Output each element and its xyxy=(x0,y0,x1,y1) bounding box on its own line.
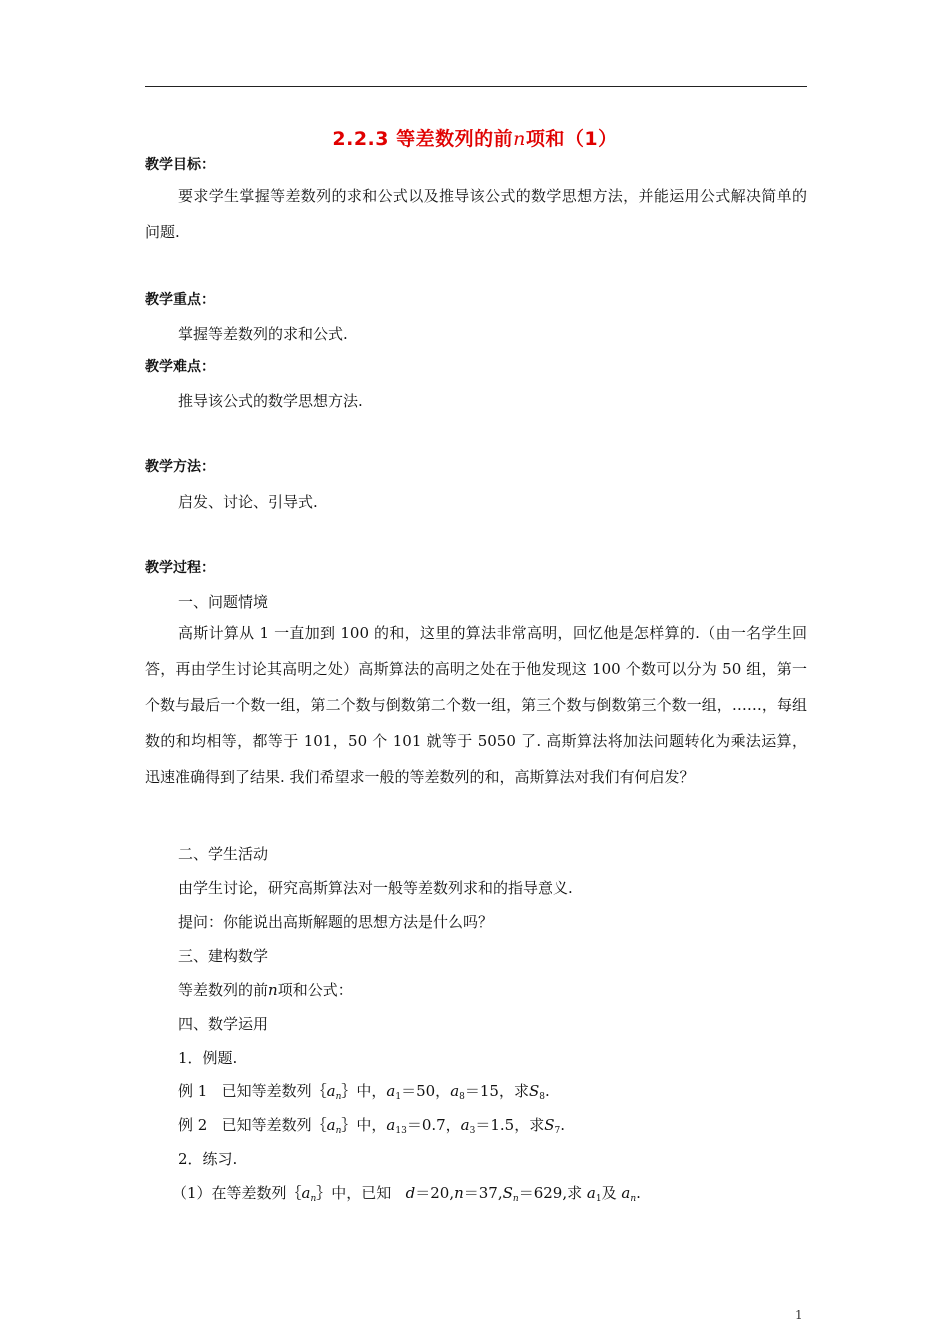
exercise1-end: . xyxy=(636,1184,641,1202)
method-heading: 教学方法： xyxy=(145,459,215,475)
example2-stem: 已知等差数列｛ xyxy=(221,1116,327,1134)
exercise1-an2-sub: n xyxy=(630,1194,637,1204)
section3-line xyxy=(178,979,353,1000)
section1-title: 一、问题情境 xyxy=(178,593,269,611)
exercise1-d: d xyxy=(405,1184,416,1202)
example1-c2-val: ＝15，求 xyxy=(464,1082,529,1100)
goal-text: 要求学生掌握等差数列的求和公式以及推导该公式的数学思想方法，并能运用公式解决简单的问题. xyxy=(145,187,807,241)
exercise1-and: 及 xyxy=(601,1184,617,1202)
key-point-text: 掌握等差数列的求和公式. xyxy=(178,325,348,343)
example1-an: a xyxy=(326,1082,336,1100)
example2-c2-sub: 3 xyxy=(469,1126,476,1136)
section2-line1: 由学生讨论，研究高斯算法对一般等差数列求和的指导意义. xyxy=(178,879,573,897)
exercise1-a1-sub: 1 xyxy=(595,1194,602,1204)
example1 xyxy=(178,1080,550,1102)
exercise1-s-sub: n xyxy=(512,1194,519,1204)
section4-title: 四、数学运用 xyxy=(178,1015,269,1033)
section3-var: n xyxy=(268,981,278,999)
example2-c1-sub: 13 xyxy=(395,1126,407,1136)
exercise1-n: n xyxy=(454,1184,464,1202)
exercise1-an2: a xyxy=(621,1184,631,1202)
example2-q: S xyxy=(544,1116,555,1134)
example1-c2: a xyxy=(450,1082,460,1100)
page-number: 1 xyxy=(795,1308,803,1322)
exercise1-n-val: ＝37, xyxy=(463,1184,503,1202)
example2-c2: a xyxy=(460,1116,470,1134)
header-rule xyxy=(145,86,807,87)
example1-q-sub: 8 xyxy=(539,1092,545,1102)
exercise1-s: S xyxy=(502,1184,513,1202)
example1-an-sub: n xyxy=(335,1092,342,1102)
exercise1-label: （1）在等差数列｛ xyxy=(172,1184,302,1202)
difficulty-text: 推导该公式的数学思想方法. xyxy=(178,392,363,410)
exercise1-close: ｝中，已知 xyxy=(316,1184,392,1202)
example1-label: 例 1 xyxy=(178,1082,208,1100)
example1-c1: a xyxy=(386,1082,396,1100)
example2-an-sub: n xyxy=(335,1126,342,1136)
example1-c2-sub: 8 xyxy=(459,1092,465,1102)
example1-end: . xyxy=(544,1082,550,1100)
title-suffix: 项和（1） xyxy=(525,128,618,150)
key-point-heading: 教学重点： xyxy=(145,292,215,308)
example1-stem: 已知等差数列｛ xyxy=(221,1082,327,1100)
exercise1-a1: a xyxy=(586,1184,596,1202)
goal-heading: 教学目标： xyxy=(145,157,215,173)
example2-an: a xyxy=(326,1116,336,1134)
section1-text: 高斯计算从 1 一直加到 100 的和，这里的算法非常高明，回忆他是怎样算的.（由一名学生回答，再由学生讨论其高明之处）高斯算法的高明之处在于他发现这 100 个数可以分为 50 组，第一个数与最后一个数一组，第二个数与倒数第二个数一组，第三个数与倒数第三个数一组，……，每组数的和均相等，都等于 101，50 个 101 就等于 5050 了. 高斯算法将加法问题转化为乘法运算，迅速准确得到了结果. 我们希望求一般的等差数列的和，高斯算法对我们有何启发？ xyxy=(145,624,807,786)
exercise1 xyxy=(172,1182,641,1204)
example1-close: ｝中， xyxy=(341,1082,387,1100)
title-variable: n xyxy=(513,128,526,150)
section2-line2: 提问：你能说出高斯解题的思想方法是什么吗？ xyxy=(178,913,494,931)
example2-c2-val: ＝1.5，求 xyxy=(475,1116,545,1134)
example2-end: . xyxy=(560,1116,566,1134)
example2-q-sub: 7 xyxy=(554,1126,561,1136)
section3-title: 三、建构数学 xyxy=(178,947,269,965)
example1-c1-sub: 1 xyxy=(395,1092,402,1102)
exercise1-d-val: ＝20, xyxy=(415,1184,455,1202)
title-prefix: 2.2.3 等差数列的前 xyxy=(332,128,514,150)
exercise1-an: a xyxy=(301,1184,311,1202)
method-text: 启发、讨论、引导式. xyxy=(178,493,318,511)
item2-label: 2．练习. xyxy=(178,1150,238,1168)
example2-close: ｝中， xyxy=(341,1116,387,1134)
example2-c1: a xyxy=(386,1116,396,1134)
example1-c1-val: ＝50， xyxy=(401,1082,451,1100)
example2-label: 例 2 xyxy=(178,1116,208,1134)
page-title xyxy=(0,124,950,151)
section3-post: 项和公式： xyxy=(277,981,353,999)
exercise1-an-sub: n xyxy=(310,1194,317,1204)
section3-pre: 等差数列的前 xyxy=(178,981,269,999)
example2 xyxy=(178,1114,565,1136)
process-heading: 教学过程： xyxy=(145,560,215,576)
difficulty-heading: 教学难点： xyxy=(145,359,215,375)
item1-label: 1．例题. xyxy=(178,1049,238,1067)
example2-c1-val: ＝0.7， xyxy=(406,1116,461,1134)
section2-title: 二、学生活动 xyxy=(178,845,269,863)
example1-q: S xyxy=(528,1082,540,1100)
exercise1-s-val: ＝629,求 xyxy=(518,1184,583,1202)
